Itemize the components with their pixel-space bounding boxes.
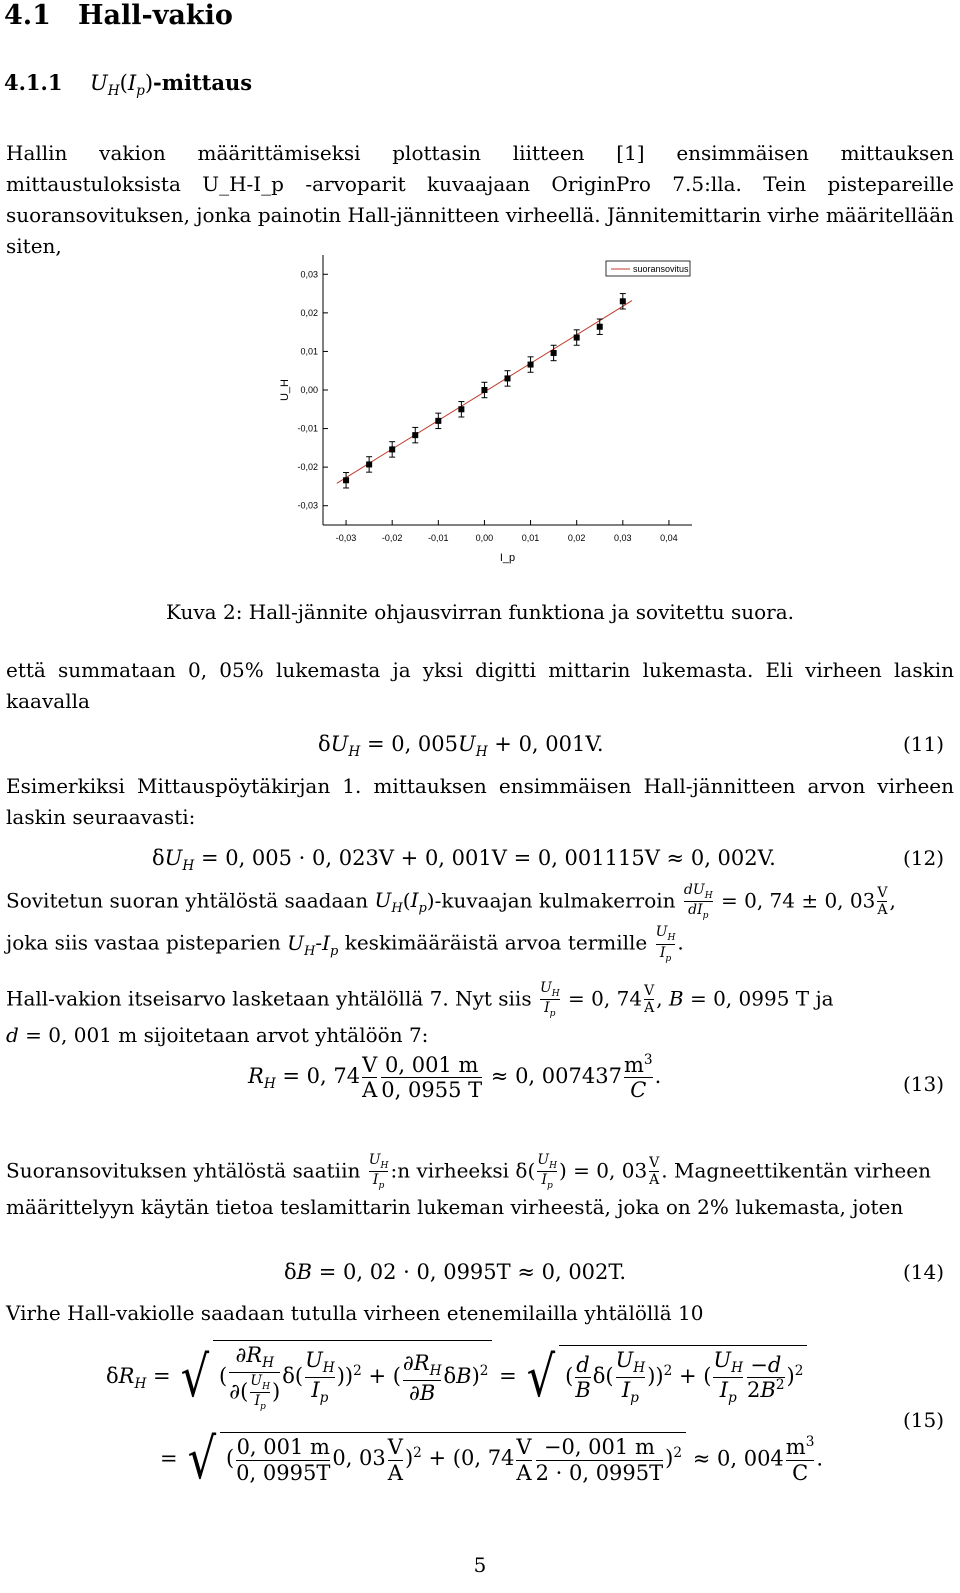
fit-text-c: Magneettikentän virheen määrittelyyn käytän tietoa teslamittarin lukeman virheestä, joka on 2% lukemasta, joten: [6, 1158, 931, 1219]
y-tick-label: -0,01: [297, 423, 318, 434]
y-tick-label: 0,03: [300, 269, 318, 280]
data-point: [412, 432, 418, 438]
propagation-paragraph: Virhe Hall-vakiolle saadaan tutulla virheen etenemilailla yhtälöllä 10: [6, 1301, 704, 1325]
slope-text-d: keskimääräistä arvoa termille: [344, 930, 648, 955]
page-number: 5: [473, 1553, 487, 1577]
data-point: [620, 298, 626, 304]
x-tick-label: -0,03: [335, 533, 357, 543]
y-tick-label: -0,02: [297, 462, 318, 473]
fit-text-b: :n virheeksi: [390, 1158, 510, 1183]
equation-15-line-1: $\delta R_H$ = √ ( $\partial R_H$ ∂( $\frac{U_H}{I_p}$ ) δ( $\frac{U_H}{I_p}$ ))$^2$ + ( $\frac{\partial R_H}{\partial B}$ δB)$^2$ = √ ( $\frac{d}{B}$ δ( $\frac{U_H}{I_p}$ ))$^2$ + ( $\frac{U_H}{I_p}$ $\frac{-d}{2B^2}$ )$^2$: [106, 1340, 807, 1412]
x-tick-label: 0,04: [660, 533, 678, 543]
equation-13: $R_H = 0$, 74 $\frac{V}{A}$ $\frac{0, 001 m}{0, 0955 T}$ ≈ 0, 007437 $\frac{m^3}{C}$ .: [248, 1052, 662, 1103]
subsection-heading: 4.1.1 $U_H(I_p)$-mittaus: [4, 70, 253, 100]
data-point: [597, 324, 603, 330]
fit-text-a: Suoransovituksen yhtälöstä saatiin: [6, 1158, 361, 1183]
legend: [606, 261, 690, 276]
data-point: [343, 477, 349, 483]
x-tick-label: -0,02: [381, 533, 403, 543]
data-point: [366, 461, 372, 467]
data-point: [551, 350, 557, 356]
equation-11-number: (11): [902, 732, 944, 756]
equation-15-line-2: = √ ( $\frac{0, 001 m}{0, 0995T}$ 0, 03 $\frac{V}{A}$ )$^2$ + (0, 74 $\frac{V}{A}$ $\frac{-0, 001 m}{2 \cdot 0, 0995T}$ )$^2$ ≈ 0, 004 $\frac{m^3}{C}$ .: [160, 1427, 824, 1492]
equation-11: $\delta U_H = 0$, $005U_H + 0$, 001V.: [318, 732, 604, 761]
y-tick-label: 0,00: [300, 385, 318, 395]
equation-12: $\delta U_H = 0$, 005 · 0, 023V + 0, 001V = 0, 001115V ≈ 0, 002V.: [152, 846, 776, 875]
section-title: Hall-vakio: [78, 0, 233, 31]
data-point: [458, 406, 464, 412]
y-tick-label: 0,02: [300, 307, 318, 318]
legend-label: suoransovitus: [633, 264, 689, 274]
fit-error-paragraph: Suoransovituksen yhtälöstä saatiin $\frac{U_H}{I_p}$ :n virheeksi δ( $\frac{U_H}{I_p}$ ) = 0, 03 $\frac{V}{A}$ . Magneettikentän virheen määrittelyyn käytän tietoa teslamittarin lukeman virheestä, joka on 2% lukemasta, joten: [6, 1152, 931, 1219]
hall-text-a: Hall-vakion itseisarvo lasketaan yhtälöllä 7. Nyt siis: [6, 986, 532, 1011]
y-axis-label: U_H: [279, 378, 291, 402]
subsection-title: -mittaus: [153, 70, 253, 95]
example-paragraph: Esimerkiksi Mittauspöytäkirjan 1. mittauksen ensimmäisen Hall-jännitteen arvon virheen laskin seuraavasti:: [6, 774, 954, 829]
equation-14: δB = 0, 02 · 0, 0995T ≈ 0, 002T.: [284, 1260, 626, 1284]
subsection-number: 4.1.1: [4, 70, 63, 95]
data-point: [389, 446, 395, 452]
equation-14-number: (14): [902, 1260, 944, 1284]
x-tick-label: 0,03: [614, 533, 632, 543]
slope-paragraph: Sovitetun suoran yhtälöstä saadaan $U_H(I_p)$-kuvaajan kulmakerroin $\frac{dU_H}{dI_p}$ = 0, 74 ± 0, 03 $\frac{V}{A}$ , joka siis vastaa pisteparien $U_H-I_p$ keskimääräistä arvoa termille $\frac{U_H}{I_p}$ .: [6, 882, 896, 964]
data-point: [435, 418, 441, 424]
data-point: [574, 335, 580, 341]
hall-text-b: sijoitetaan arvot yhtälöön 7:: [143, 1022, 429, 1047]
section-number: 4.1: [4, 0, 51, 31]
x-tick-label: -0,01: [428, 533, 449, 543]
intro-paragraph: Hallin vakion määrittämiseksi plottasin liitteen [1] ensimmäisen mittauksen mittaustuloksista U_H-I_p -arvoparit kuvaajaan OriginPro 7.5:lla. Tein pistepareille suoransovituksen, jonka painotin Hall-jännitteen virheellä. Jännitemittarin virhe määritellään siten,: [6, 141, 954, 258]
x-tick-label: 0,01: [521, 533, 540, 543]
slope-text-a: Sovitetun suoran yhtälöstä saadaan: [6, 888, 369, 913]
equation-13-number: (13): [902, 1072, 944, 1096]
slope-text-b: -kuvaajan kulmakerroin: [434, 888, 676, 913]
hall-constant-paragraph: Hall-vakion itseisarvo lasketaan yhtälöllä 7. Nyt siis $\frac{U_H}{I_p}$ = 0, 74 $\frac{V}{A}$ , B = 0, 0995 T ja d = 0, 001 m sijoitetaan arvot yhtälöön 7:: [6, 980, 834, 1047]
equation-15-number: (15): [902, 1408, 944, 1432]
slope-text-c: joka siis vastaa pisteparien: [6, 930, 281, 955]
equation-12-number: (12): [902, 846, 944, 870]
section-heading: [4, 0, 233, 31]
error-paragraph: että summataan 0, 05% lukemasta ja yksi digitti mittarin lukemasta. Eli virheen laskin kaavalla: [6, 658, 954, 713]
data-point: [528, 362, 534, 368]
hall-voltage-chart: [0, 245, 960, 575]
figure-caption: Kuva 2: Hall-jännite ohjausvirran funktiona ja sovitettu suora.: [166, 600, 794, 624]
x-tick-label: 0,02: [567, 533, 586, 543]
x-axis-label: I_p: [499, 552, 516, 564]
data-point: [481, 387, 487, 393]
data-point: [505, 375, 511, 381]
x-tick-label: 0,00: [475, 533, 494, 543]
y-tick-label: -0,03: [297, 500, 318, 511]
y-tick-label: 0,01: [300, 346, 318, 357]
